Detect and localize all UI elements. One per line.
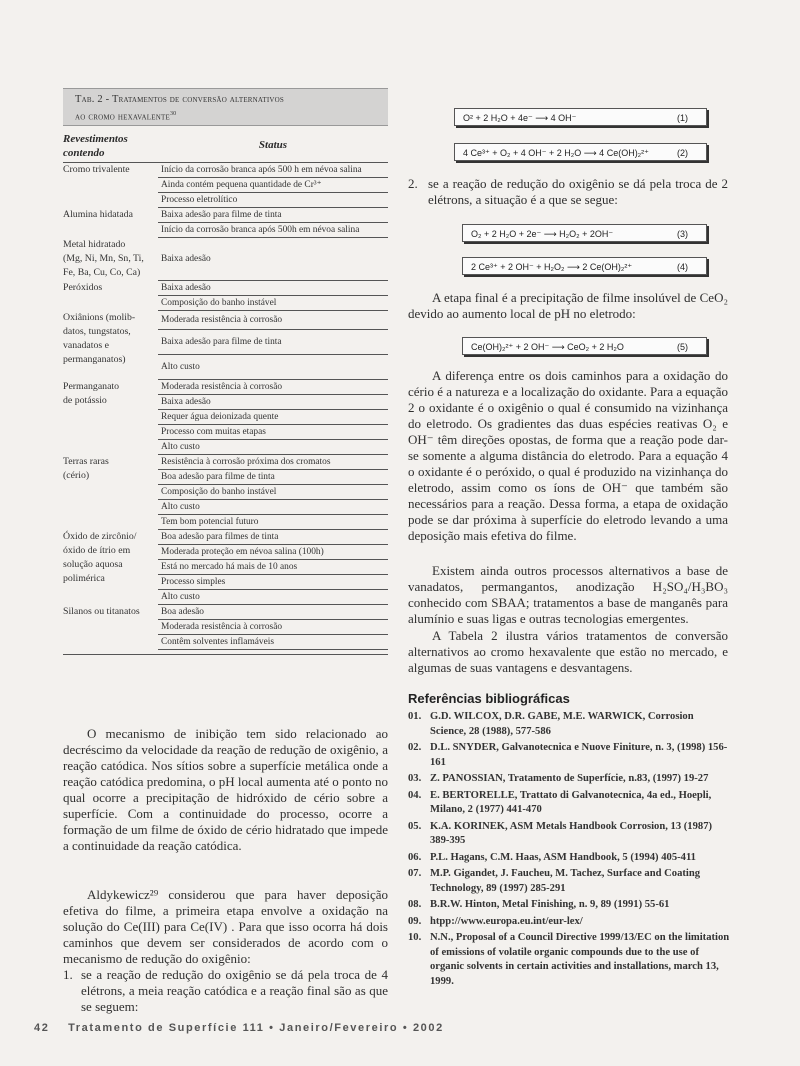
paragraph-final-step: A etapa final é a precipitação de filme insolúvel de CeO₂ devido ao aumento local de pH no eletrodo: [408,290,728,321]
coating-name-line: Fe, Ba, Cu, Co, Ca) [63,267,141,278]
status-cell: Boa adesão para filmes de tinta [158,530,388,545]
equation-1 [454,108,707,126]
status-cells [158,311,388,380]
status-cell: Ainda contém pequena quantidade de Cr³⁺ [158,178,388,193]
equation-2-number: (2) [677,148,688,158]
header-col1-line2: contendo [63,147,105,159]
reference-item [408,867,730,896]
conversion-treatments-table [63,132,388,655]
reference-text: G.D. WILCOX, D.R. GABE, M.E. WARWICK, Corrosion Science, 28 (1988), 577-586 [430,711,694,737]
list-item-2-num: 2. [408,176,418,191]
equation-3 [462,224,707,242]
reference-item [408,772,730,787]
status-cells [158,455,388,530]
table-row [63,530,388,605]
status-cell: Boa adesão [158,605,388,620]
status-cell: Moderada resistência à corrosão [158,620,388,635]
status-cell: Tem bom potencial futuro [158,515,388,530]
status-cell: Processo com muitas etapas [158,425,388,440]
reference-number: 09. [408,915,422,927]
coating-name-line: Cromo trivalente [63,164,130,175]
coating-name [63,530,158,605]
paragraph-aldykewicz: Aldykewicz²⁹ considerou que para haver deposição efetiva do filme, a primeira etapa envolve a oxidação na solução do Ce(III) para Ce(IV) . Para que isso ocorra há dois caminhos que devem ser considerados de acordo com o mecanismo de redução do oxigênio: [63,887,388,966]
status-cell: Início da corrosão branca após 500h em névoa salina [158,223,388,238]
coating-name-line: Peróxidos [63,282,103,293]
table-caption [63,88,388,126]
status-cell: Composição do banho instável [158,296,388,311]
reference-item [408,789,730,818]
equation-1-text: O² + 2 H₂O + 4e⁻ ⟶ 4 OH⁻ [463,113,577,123]
table-header-col1 [63,132,158,160]
status-cell: Boa adesão para filme de tinta [158,470,388,485]
coating-name [63,163,158,208]
equation-5 [462,337,707,355]
table-row [63,238,388,281]
reference-text: htpp://www.europa.eu.int/eur-lex/ [430,915,583,927]
coating-name [63,238,158,281]
reference-text: P.L. Hagans, C.M. Haas, ASM Handbook, 5 (1994) 405-411 [430,851,696,863]
status-cell: Moderada proteção em névoa salina (100h) [158,545,388,560]
reference-item [408,741,730,770]
page-number: 42 [34,1022,50,1034]
coating-name-line: Alumina hidatada [63,209,133,220]
table-bottom-rule [63,654,388,655]
table-row [63,380,388,455]
table-row [63,455,388,530]
header-col1-line1: Revestimentos [63,133,128,145]
status-cell: Moderada resistência à corrosão [158,380,388,395]
status-cell: Início da corrosão branca após 500 h em névoa salina [158,163,388,178]
status-cell: Baixa adesão [158,395,388,410]
reference-number: 05. [408,820,422,832]
coating-name [63,380,158,455]
reference-text: K.A. KORINEK, ASM Metals Handbook Corrosion, 13 (1987) 389-395 [430,820,713,846]
equation-2-text: 4 Ce³⁺ + O₂ + 4 OH⁻ + 2 H₂O ⟶ 4 Ce(OH)₂²⁺ [463,148,649,158]
table-header-col2: Status [258,139,288,151]
page-footer [34,1022,444,1034]
status-cell: Moderada resistência à corrosão [158,311,388,330]
table-row [63,281,388,311]
reference-number: 02. [408,742,422,753]
reference-item [408,898,730,913]
reference-item [408,931,730,989]
coating-name-line: (cério) [63,470,90,481]
status-cell: Processo eletrolítico [158,193,388,208]
list-item-1-num: 1. [63,967,73,982]
reference-number: 08. [408,899,422,910]
reference-text: D.L. SNYDER, Galvanotecnica e Nuove Finiture, n. 3, (1998) 156-161 [430,742,728,768]
status-cell: Alto custo [158,500,388,515]
status-cell: Alto custo [158,440,388,455]
coating-name-line: vanadatos e [63,340,109,351]
reference-text: N.N., Proposal of a Council Directive 1999/13/EC on the limitation of emissions of volatile organic compounds due to the use of organic solvents in certain activities and installations, march 13, 1999. [430,932,730,987]
table-caption-ref: 30 [169,111,177,117]
coating-name-line: (Mg, Ni, Mn, Sn, Ti, [63,253,144,264]
coating-name [63,281,158,311]
coating-name-line: óxido de ítrio em [63,545,131,556]
equation-2 [454,143,707,161]
reference-number: 10. [408,932,422,943]
status-cell: Baixa adesão para filme de tinta [158,330,388,355]
reference-text: B.R.W. Hinton, Metal Finishing, n. 9, 89 (1991) 55-61 [430,899,670,910]
footer-publication: Tratamento de Superfície 111 • Janeiro/Fevereiro • 2002 [68,1022,444,1034]
status-cell: Composição do banho instável [158,485,388,500]
reference-number: 06. [408,851,422,863]
reference-number: 04. [408,789,422,801]
coating-name [63,208,158,238]
reference-item [408,915,730,930]
status-cell: Alto custo [158,355,388,380]
coating-name [63,311,158,380]
coating-name-line: solução aquosa [63,559,123,570]
coating-name-line: Terras raras [63,456,109,467]
coating-name-line: Permanganato [63,381,120,392]
equation-5-number: (5) [677,342,688,352]
reference-number: 01. [408,711,422,722]
status-cell: Baixa adesão para filme de tinta [158,208,388,223]
coating-name [63,605,158,650]
paragraph-difference: A diferença entre os dois caminhos para a oxidação do cério é a natureza e a localização do oxidante. Para a equação 2 o oxidante é o oxigênio o qual é consumido na vizinhança do eletrodo. Os gradientes das duas espécies reativas O₂ e OH⁻ têm direções opostas, de forma que a reação pode dar-se somente a alguma distância do eletrodo. Para a equação 4 o oxidante é o peróxido, o qual é produzido na vizinhança do eletrodo, assim como os íons de OH⁻ que também são necessários para a reação. Dessa forma, a etapa de oxidação pode se dar próxima à superfície do eletrodo levando a uma deposição mais efetiva do filme. [408,368,728,543]
equation-1-number: (1) [677,113,688,123]
table-header [63,132,388,163]
coating-name [63,455,158,530]
coating-name-line: Óxido de zircônio/ [63,531,137,542]
coating-name-line: de potássio [63,395,107,406]
reference-number: 07. [408,868,422,879]
table-row [63,208,388,238]
references-list [408,710,730,991]
reference-item [408,820,730,849]
coating-name-line: Oxiânions (molib- [63,312,136,323]
status-cell: Alto custo [158,590,388,605]
equation-3-number: (3) [677,229,688,239]
paragraph-other-processes: Existem ainda outros processos alternativos a base de vanadatos, permangantos, anodização H₂SO₄/H₃BO₃ conhecido com SBAA; tratamentos a base de manganês para alumínio e suas ligas e outras tecnologias emergentes. [408,563,728,626]
table-caption-line1: Tab. 2 - Tratamentos de conversão alternativos [75,94,285,105]
status-cell: Está no mercado há mais de 10 anos [158,560,388,575]
references-title: Referências bibliográficas [408,691,570,706]
reference-text: M.P. Gigandet, J. Faucheu, M. Tachez, Surface and Coating Technology, 89 (1997) 285-291 [430,868,701,894]
reference-text: Z. PANOSSIAN, Tratamento de Superfície, n.83, (1997) 19-27 [430,773,709,784]
coating-name-line: permanganatos) [63,354,126,365]
coating-name-line: datos, tungstatos, [63,326,131,337]
status-cell: Baixa adesão [158,238,388,281]
table-caption-line2: ao cromo hexavalente [75,111,170,123]
table-row [63,605,388,650]
list-item-2-text: se a reação de redução do oxigênio se dá pela troca de 2 elétrons, a situação é a que se segue: [428,176,728,207]
list-item-1-text: se a reação de redução do oxigênio se dá pela troca de 4 elétrons, a meia reação catódica e a reação final são as que se seguem: [81,967,388,1014]
reference-item [408,710,730,739]
status-cells [158,163,388,208]
equation-4-text: 2 Ce³⁺ + 2 OH⁻ + H₂O₂ ⟶ 2 Ce(OH)₂²⁺ [471,262,633,272]
equation-4 [462,257,707,275]
status-cells [158,380,388,455]
status-cell: Processo simples [158,575,388,590]
reference-item [408,851,730,866]
table-row [63,311,388,380]
status-cell: Requer água deionizada quente [158,410,388,425]
status-cells [158,605,388,650]
reference-number: 03. [408,773,422,784]
reference-text: E. BERTORELLE, Trattato di Galvanotecnica, 4a ed., Hoepli, Milano, 2 (1977) 441-470 [430,789,712,815]
status-cells [158,208,388,238]
coating-name-line: Metal hidratado [63,239,126,250]
list-item-2 [408,176,728,208]
equation-3-text: O₂ + 2 H₂O + 2e⁻ ⟶ H₂O₂ + 2OH⁻ [471,229,614,239]
coating-name-line: polimérica [63,573,105,584]
status-cells [158,530,388,605]
paragraph-mechanism: O mecanismo de inibição tem sido relacionado ao decréscimo da velocidade da reação de redução de oxigênio, a reação catódica. Nos sítios sobre a superfície metálica onde a reação catódica predomina, o pH local aumenta até o ponto no qual ocorre a precipitação de hidróxido de cério sobre a superfície. Com a continuidade do processo, ocorre a formação de um filme de óxido de cério hidratado que impede a continuidade da reação catódica. [63,726,388,853]
table-row [63,163,388,208]
equation-4-number: (4) [677,262,688,272]
list-item-1 [63,967,388,1015]
status-cell: Resistência à corrosão próxima dos cromatos [158,455,388,470]
equation-5-text: Ce(OH)₂²⁺ + 2 OH⁻ ⟶ CeO₂ + 2 H₂O [471,342,624,352]
status-cell: Baixa adesão [158,281,388,296]
status-cells [158,281,388,311]
status-cells [158,238,388,281]
coating-name-line: Silanos ou titanatos [63,606,140,617]
paragraph-table-ref: A Tabela 2 ilustra vários tratamentos de conversão alternativos ao cromo hexavalente que estão no mercado, e algumas de suas vantagens e desvantagens. [408,628,728,675]
status-cell: Contêm solventes inflamáveis [158,635,388,650]
